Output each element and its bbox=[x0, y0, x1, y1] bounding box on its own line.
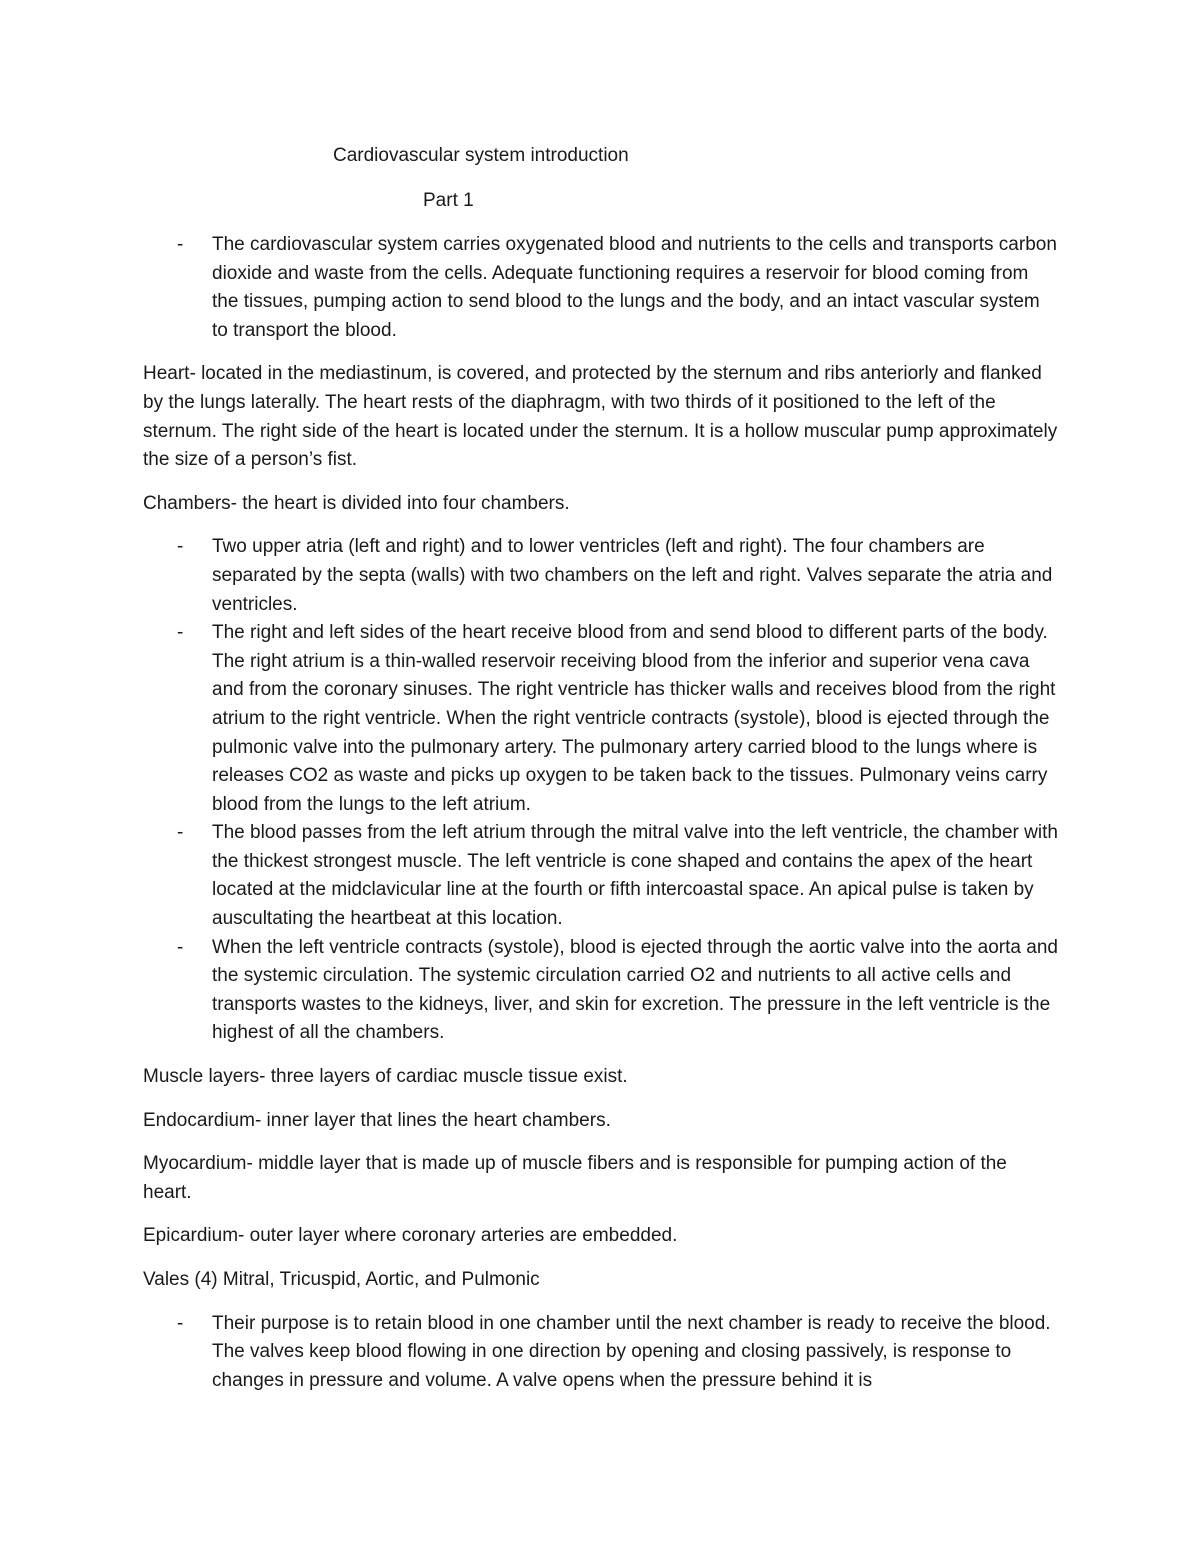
list-item: - Two upper atria (left and right) and to lower ventricles (left and right). The four chambers are separated by the septa (walls) with two chambers on the left and right. Valves separate the atria and ventricles. bbox=[143, 533, 1058, 619]
endocardium-paragraph: Endocardium- inner layer that lines the heart chambers. bbox=[143, 1109, 611, 1131]
document-subtitle: Part 1 bbox=[423, 190, 474, 211]
chambers-bullet-list bbox=[143, 533, 1058, 1048]
list-item: - Their purpose is to retain blood in one chamber until the next chamber is ready to receive the blood. The valves keep blood flowing in one direction by opening and closing passively, is response to changes in pressure and volume. A valve opens when the pressure behind it is bbox=[143, 1310, 1058, 1396]
list-item: - When the left ventricle contracts (systole), blood is ejected through the aortic valve into the aorta and the systemic circulation. The systemic circulation carried O2 and nutrients to all active cells and transports wastes to the kidneys, liver, and skin for excretion. The pressure in the left ventricle is the highest of all the chambers. bbox=[143, 934, 1058, 1048]
intro-bullet-list bbox=[143, 231, 1058, 345]
document-title: Cardiovascular system introduction bbox=[333, 145, 629, 166]
list-item: - The cardiovascular system carries oxygenated blood and nutrients to the cells and transports carbon dioxide and waste from the cells. Adequate functioning requires a reservoir for blood coming from the tissues, pumping action to send blood to the lungs and the body, and an intact vascular system to transport the blood. bbox=[143, 231, 1058, 345]
chambers-paragraph: Chambers- the heart is divided into four chambers. bbox=[143, 492, 570, 514]
document-body bbox=[143, 231, 1058, 1410]
heart-paragraph: Heart- located in the mediastinum, is covered, and protected by the sternum and ribs anteriorly and flanked by the lungs laterally. The heart rests of the diaphragm, with two thirds of it positioned to the left of the sternum. The right side of the heart is located under the sternum. It is a hollow muscular pump approximately the size of a person’s fist. bbox=[143, 363, 1058, 471]
list-item: - The blood passes from the left atrium through the mitral valve into the left ventricle, the chamber with the thickest strongest muscle. The left ventricle is cone shaped and contains the apex of the heart located at the midclavicular line at the fourth or fifth intercoastal space. An apical pulse is taken by auscultating the heartbeat at this location. bbox=[143, 819, 1058, 933]
myocardium-paragraph: Myocardium- middle layer that is made up of muscle fibers and is responsible for pumping action of the heart. bbox=[143, 1153, 1007, 1203]
list-item: - The right and left sides of the heart receive blood from and send blood to different parts of the body. The right atrium is a thin-walled reservoir receiving blood from the inferior and superior vena cava and from the coronary sinuses. The right ventricle has thicker walls and receives blood from the right atrium to the right ventricle. When the right ventricle contracts (systole), blood is ejected through the pulmonic valve into the pulmonary artery. The pulmonary artery carried blood to the lungs where is releases CO2 as waste and picks up oxygen to be taken back to the tissues. Pulmonary veins carry blood from the lungs to the left atrium. bbox=[143, 619, 1058, 819]
epicardium-paragraph: Epicardium- outer layer where coronary arteries are embedded. bbox=[143, 1225, 678, 1247]
valves-bullet-list bbox=[143, 1310, 1058, 1396]
muscle-layers-paragraph: Muscle layers- three layers of cardiac muscle tissue exist. bbox=[143, 1066, 628, 1088]
valves-heading: Vales (4) Mitral, Tricuspid, Aortic, and Pulmonic bbox=[143, 1269, 540, 1290]
